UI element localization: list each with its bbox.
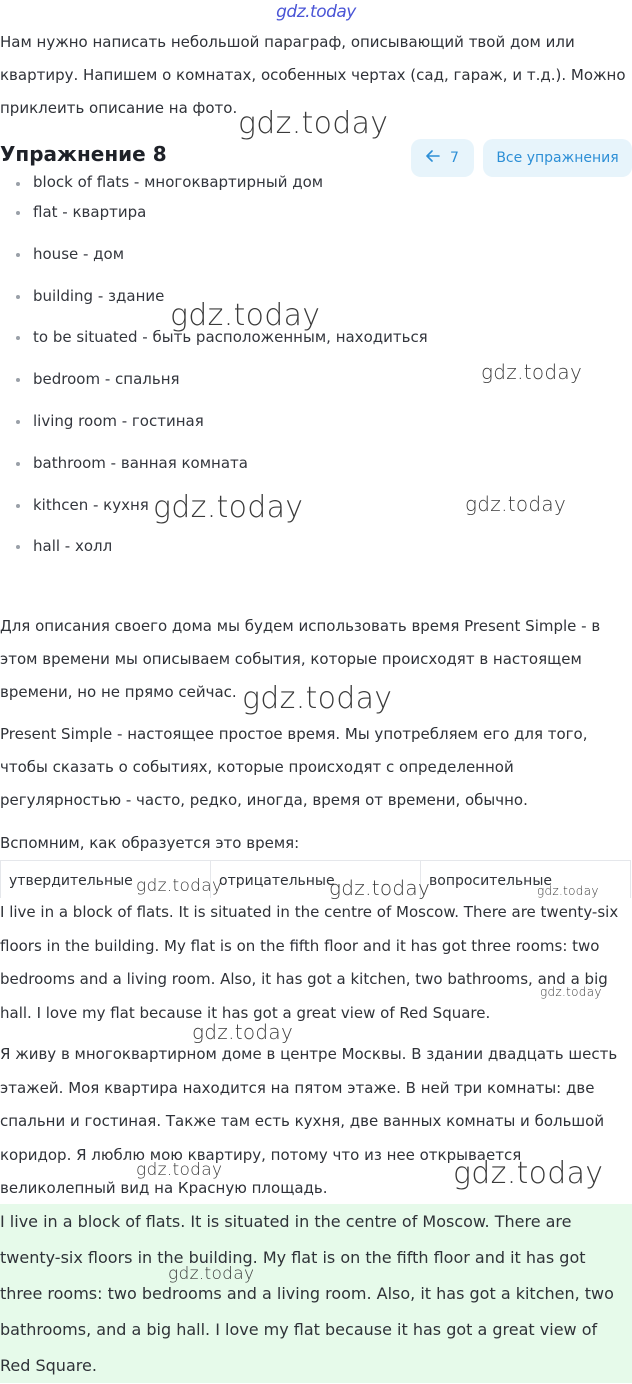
watermark: gdz.today (465, 492, 567, 516)
intro-paragraph: Нам нужно написать небольшой параграф, описывающий твой дом или квартиру. Напишем о комнатах, особенных чертах (сад, гараж, и т.д.). Можно приклеить описание на фото. (0, 33, 626, 117)
example-english: I live in a block of flats. It is situated in the centre of Moscow. There are twenty-six floors in the building. My flat is on the fifth floor and it has got three rooms: two bedrooms and a living room. Also, it has got a kitchen, two bathrooms, and a big hall. I love my flat because it has got a great view of Red Square. (0, 903, 619, 1022)
watermark: gdz.today (192, 1020, 294, 1044)
list-item: house - дом (14, 234, 614, 276)
watermark: gdz.today (136, 876, 223, 896)
all-exercises-button[interactable]: Все упражнения (483, 139, 632, 177)
watermark: gdz.today (168, 1264, 255, 1284)
list-item: to be situated - быть расположенным, находиться (14, 317, 614, 359)
present-simple-intro: Для описания своего дома мы будем использовать время Present Simple - в этом времени мы описываем события, которые происходят в настоящем времени, но не прямо сейчас. (0, 617, 601, 701)
watermark: gdz.today (453, 1156, 604, 1191)
watermark: gdz.today (537, 884, 599, 898)
watermark: gdz.today (540, 985, 602, 999)
table-header-interrogative: вопросительные (429, 873, 553, 889)
top-watermark: gdz.today (276, 2, 356, 22)
exercise-title: Упражнение 8 (0, 142, 167, 166)
watermark: gdz.today (136, 1160, 223, 1180)
list-item: living room - гостиная (14, 401, 614, 443)
remember-heading: Вспомним, как образуется это время: (0, 834, 300, 852)
watermark: gdz.today (153, 490, 304, 525)
watermark: gdz.today (481, 360, 583, 384)
list-item: block of flats - многоквартирный дом (14, 172, 614, 192)
watermark: gdz.today (170, 298, 321, 333)
answer-text: I live in a block of flats. It is situated in the centre of Moscow. There are twenty-six floors in the building. My flat is on the fifth floor and it has got three rooms: two bedrooms and a living room. Also, it has got a kitchen, two bathrooms, and a big hall. I love my flat because it has got a great view of Red Square. (0, 1212, 614, 1375)
list-item: bathroom - ванная комната (14, 443, 614, 485)
table-header-negative: отрицательные (211, 861, 421, 898)
watermark: gdz.today (329, 876, 431, 900)
list-item: kithcen - кухня (14, 485, 614, 527)
list-item: bedroom - спальня (14, 359, 614, 401)
watermark: gdz.today (238, 106, 389, 141)
list-item: building - здание (14, 276, 614, 318)
previous-exercise-label: 7 (450, 150, 459, 166)
present-simple-definition: Present Simple - настоящее простое время. Мы употребляем его для того, чтобы сказать о событиях, которые происходят с определенной регулярностью - часто, редко, иногда, время от времени, обычно. (0, 725, 588, 809)
arrow-left-icon (426, 150, 440, 166)
list-item: flat - квартира (14, 192, 614, 234)
table-header-affirmative: утвердительные (1, 861, 211, 898)
example-russian: Я живу в многоквартирном доме в центре Москвы. В здании двадцать шесть этажей. Моя квартира находится на пятом этаже. В ней три комнаты: две спальни и гостиная. Также там есть кухня, две ванных комнаты и большой коридор. Я люблю мою квартиру, потому что из нее открывается великолепный вид на Красную площадь. (0, 1045, 618, 1197)
list-item: hall - холл (14, 526, 614, 568)
watermark: gdz.today (242, 681, 393, 716)
